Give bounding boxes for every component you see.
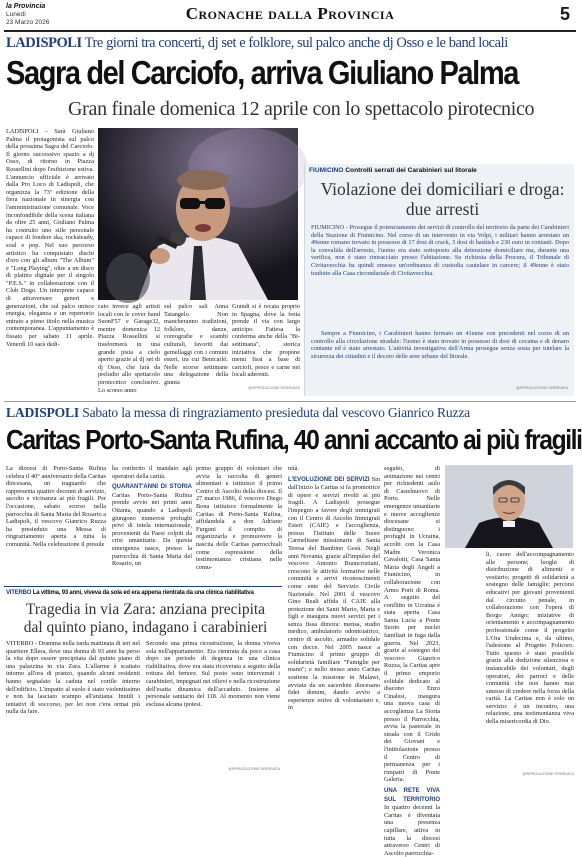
issue-day: Lunedì xyxy=(6,11,26,18)
story2-title: Caritas Porto-Santa Rufina, 40 anni accanto ai più fragili xyxy=(6,424,582,455)
sidebar-kicker xyxy=(309,167,477,174)
story2-credit: @RIPRODUZIONE RISERVATA xyxy=(522,772,574,776)
newspaper-name: la Provincia xyxy=(6,3,46,10)
issue-date: 23 Marzo 2026 xyxy=(6,19,50,26)
mid-rule xyxy=(4,401,576,402)
sidebar-title: Violazione dei domiciliari e droga: due arresti xyxy=(320,179,565,219)
bishop-photo xyxy=(445,465,573,548)
story2-kicker-text: Sabato la messa di ringraziamento presieduta dal vescovo Gianrico Ruzza xyxy=(82,405,471,420)
sidebar-place: FIUMICINO xyxy=(309,167,344,174)
story2-col2-heading: QUARANT'ANNI DI STORIA xyxy=(112,484,192,491)
story1-kicker xyxy=(6,35,508,52)
story1-credit: @RIPRODUZIONE RISERVATA xyxy=(248,386,300,390)
story3-box xyxy=(4,586,282,776)
story1-kicker-text: Tre giorni tra concerti, dj set e folklore, sul palco anche dj Osso e le band locali xyxy=(84,35,508,51)
singer-illustration xyxy=(98,128,298,300)
story2-col4 xyxy=(288,465,380,771)
section-title: Cronache dalla Provincia xyxy=(185,4,395,23)
story2-kicker xyxy=(6,405,470,421)
singer-photo xyxy=(98,128,298,300)
header-rule xyxy=(4,30,576,32)
bishop-illustration xyxy=(445,465,573,548)
story2-col4a-text: nità. xyxy=(288,465,300,472)
sidebar-credit: @RIPRODUZIONE RISERVATA xyxy=(516,386,568,390)
story3-col2: Secondo una prima ricostruzione, la donna viveva sola nell'appartamento. Era rientrata da poco a casa dopo un periodo di degenza in una clinica riabilitativa, dove era stata ricoverata a seguito della rottura del femore. Sul posto sono intervenuti i carabinieri, impegnati nei rilievi e nella ricostruzione dell'esatta dinamica dell'accaduto. Insieme al personale sanitario del 118. Al momento non viene esclusa alcuna ipotesi. xyxy=(146,640,280,708)
story3-place: VITERBO xyxy=(6,590,32,596)
story2-col5-text: seguito, di animazione nei centri per richiedenti asilo di Castelnuovo di Porto. Nelle emergenze umanitarie e nuove accoglienze diocesane si distinguono i profughi in Ucraina, accolti con la Casa Madre Veronica Cavalotti, Casa Santa Maria degli Angeli a Fiumicino, in collaborazione con Armo Porti di Roma. A seguito del conflitto in Ucraina è stata aperta Casa Santa Lucia a Ponte Storto per nuclei familiari in fuga dalla guerra. Nel 2023, grazie al sostegno del vescovo Gianrico Ruzza, la Caritas apre il primo emporio solidale dedicato al diacono Enzo Cinalesi, inaugura una nuova casa di accoglienza La Storta presso il Parrocchia, avvia la pastorale in strada con il Grido dei Giovani e l'intitolazione presso il Centro di permanenza per i rimpatri di Ponte Galeria. xyxy=(384,465,440,784)
story3-credit: @RIPRODUZIONE RISERVATA xyxy=(228,767,280,771)
page-number: 5 xyxy=(559,4,570,24)
story2-col5-heading: UNA RETE VIVA SUL TERRITORIO xyxy=(384,787,440,803)
story1-title: Sagra del Carciofo, arriva Giuliano Palma xyxy=(6,54,518,91)
story1-col2: cato invece agli artisti locali con le cover band SuonF57 e Garage32, mentre domenica 12 Piazza Rossellini si trasformerà in una grande pista a cielo aperto grazie al dj set di dj Osso, che farà da preludio allo spettacolo pirotecnico conclusivo. Lo scorso anno xyxy=(98,303,160,394)
story1-col4: Grandi si è recata proprio in Spagna, dove la festa prende il via con largo anticipo. Fatiesa la conferma anche della "Bi-settimana", storica iniziativa che propone menu fissi a base di carciofi, pesce e carne nei locali aderenti. xyxy=(232,303,300,379)
story3-title: Tragedia in via Zara: anziana precipita dal quinto piano, indagano i carabinieri xyxy=(23,601,268,636)
story2-col1: La diocesi di Porto-Santa Rufina celebra il 40° anniversario della Caritas diocesana, un traguardo che rappresenta quattro decenni di servizio, ascolto e vicinanza ai più fragili. Per l'occasione, sabato scorso nella parrocchia di Santa Maria del Rosario a Ladispoli, il vescovo Gianrico Ruzza ha presieduto una Messa di ringraziamento aperta a tutta la comunità. Nella celebrazione il presule xyxy=(6,465,107,548)
story2-col4-heading: L'EVOLUZIONE DEI SERVIZI xyxy=(288,476,370,483)
story3-col1: VITERBO - Dramma nella tarda mattinata di ieri nel quartiere Ellera, dove una donna di 93 anni ha perso la vita dopo essere precipitata dal quinto piano di una palazzina in via Zara. L'allarme è scattato intorno all'ora di pranzo, quando alcuni residenti hanno segnalato la caduta nel cortile interno dell'edificio. L'impatto al suolo è stato violentissimo e non ha lasciato scampo all'anziana. Inutili i tentativi di soccorso, per lei non c'era ormai più nulla da fare. xyxy=(6,640,140,716)
story2-place: LADISPOLI xyxy=(6,405,79,420)
sidebar-p2: Sempre a Fiumicino, i Carabinieri hanno fermato un 41enne con precedenti nel corso di un controllo alla circolazione stradale: l'uomo è stato trovato in possesso di dosi di cocaina e di denaro contante ed è stato arrestato. L'attività investigativa dell'Arma prosegue senza sosta per tutelare la sicurezza dei cittadini e il decoro delle aree urbane del litorale. xyxy=(311,330,569,360)
sidebar-p1: FIUMICINO - Prosegue il potenziamento dei servizi di controllo del territorio da parte dei Carabinieri della Stazione di Fiumicino. Nel corso di un intervento in via Volpi, i militari hanno arrestato un 49enne romano trovato in possesso di 17 dosi di crack, 3 dosi di hashish e 230 euro in contanti. Dopo la convalida dell'arresto, l'uomo era stato sottoposto alla detenzione domiciliare ma, durante una verifica, non è stato rintracciato presso l'abitazione. Su richiesta della Procura, il Tribunale di Civitavecchia ha quindi emesso un'ordinanza di custodia cautelare in carcere; il 49enne è stato tradotto alla Casa circondariale di Civitavecchia. xyxy=(311,224,569,277)
story2-col2-text: ha conferito il mandato agli operatori della carità. xyxy=(112,465,192,480)
story3-kicker xyxy=(6,590,254,596)
sidebar-kicker-text: Controlli serrati dei Carabinieri sul litorale xyxy=(345,167,477,174)
story2-col6: li, cuore dell'accompagnamento alle persone; luoghi di distribuzione di alimenti e vestiario; progetti di solidarietà a sostegno delle famiglie; percorsi educativi per giovani provenienti dal circuito penale, in collaborazione con l'opera di Borgo Amigo; iniziative di orientamento e accompagnamento professionale come il progetto L'Ora Undecima e, da ultimo, l'adesione al Progetto Policoro. Tutto questo è stato possibile grazie alla dedizione silenziosa e instancabile dei volontari, degli operatori, dei parroci e delle comunità che non hanno mai smesso di credere nella forza della carità. La Caritas non è solo un servizio: è un incontro, una relazione, una testimonianza viva della misericordia di Dio. xyxy=(486,551,574,726)
story1-col3: sul palco sali Anna Tatangelo. Non mancheranno tradizioni, folklore, danze, coreografie e scambi culturali, favoriti dai gemellaggi con i comuni esteri, tra cui Benicarló. Nelle scorse settimane una delegazione della giunta xyxy=(164,303,228,386)
story2-col4-text: Sin dall'inizio la Caritas si fa promotrice di opere e servizi rivolti ai più fragili. A Ladispoli prosegue l'impegno a favore degli immigrati con il Centro di Ascolto Immigrati Esteri (CAIE) e l'accoglienza, presso l'Istituto delle Suore Carmelitane missionarie di Santa Teresa del Bambino Gesù. Negli anni Novanta, grazie all'impulso del vescovo Antonio Buoncristiani, crescono le attività formative nelle comunità e arrivi riconoscimenti come ente del Servizio Civile Nazionale. Nel 2001 il vescovo Gino Reali affida il CAIE alla protezione dei Santi Mario, Marta e figli e inaugura nuovi servizi per i senza fissa dimora: mensa, studio medico, ambulatorio odontoiatrico, centro di ascolto, armadio solidale con docce. Nel 2005 nasce a Fiumicino il primo gruppo di solidarietà familiare "Famiglie per mano"; e nello stesso anno Caritas sostiene la missione in Malawi, avviata da un sacerdote diocesano fidei donum, dando avvio a esperienze estive di volontariato e, in xyxy=(288,475,380,712)
story3-kicker-text: La vittima, 93 anni, viveva da sola ed era appena rientrata da una clinica riabilitativa xyxy=(32,590,254,596)
story2-col5 xyxy=(384,465,440,857)
story2-col3: primo gruppo di volontari che avvia la raccolta di generi alimentari e istituisce il primo Centro di Ascolto della diocesi. Il 27 marzo 1986, il vescovo Diego Bona istituisce formalmente la Caritas di Porto-Santa Rufina, affidandola a don Adriano Furgoni il compito di organizzarla e promuovere la nascita delle Caritas parrocchiali come espressione della testimonianza cristiana nelle comu- xyxy=(196,465,282,571)
story2-col2b-text: Caritas Porto-Santa Rufina prende avvio nei primi anni Ottanta, quando a Ladispoli giungono numerosi profughi privi di tutela internazionale, provenienti da Paesi colpiti da crisi umanitarie. Da questa emergenza nasce, presso la parrocchia di Santa Maria del Rosario, un xyxy=(112,491,192,568)
story1-col1: LADISPOLI – Sarà Giuliano Palma il protagonista sul palco della prossima Sagra del Carciofo. Il giorno successivo spazio a dj Osso, di ritorno in Piazza Rossellini dopo l'esibizione estiva. L'annuncio ufficiale è arrivato dalla Pro Loco di Ladispoli, che organizza la 73ª edizione della fiera nazionale in sinergia con l'amministrazione comunale. Voce inconfondibile della scena italiana da oltre 25 anni, Giuliano Palma ha costruito uno stile personale capace di fondere ska, rocksteady, soul e pop. Nel suo percorso artistico ha conquistato dischi d'oro con gli album "The Album" e "Long Playing", oltre a un disco di platino digitale per il singolo "P.E.S." in collaborazione con il Club Dogo. Un interprete capace di attraversare generi e generazioni, che sul palco unisce energia, eleganza e un repertorio entrato a pieno titolo nella musica contemporanea. L'appuntamento è fissato per sabato 11 aprile. Venerdì 10 sarà dedi- xyxy=(6,128,94,348)
story1-place: LADISPOLI xyxy=(6,35,82,51)
story2-col2 xyxy=(112,465,192,583)
sidebar-box xyxy=(304,164,574,396)
story2-col5b-text: In quattro decenni la Caritas è diventata una presenza capillare, attiva in tutta la diocesi attraverso Centri di Ascolto parrocchia- xyxy=(384,804,440,857)
story1-subtitle: Gran finale domenica 12 aprile con lo spettacolo pirotecnico xyxy=(68,98,535,120)
